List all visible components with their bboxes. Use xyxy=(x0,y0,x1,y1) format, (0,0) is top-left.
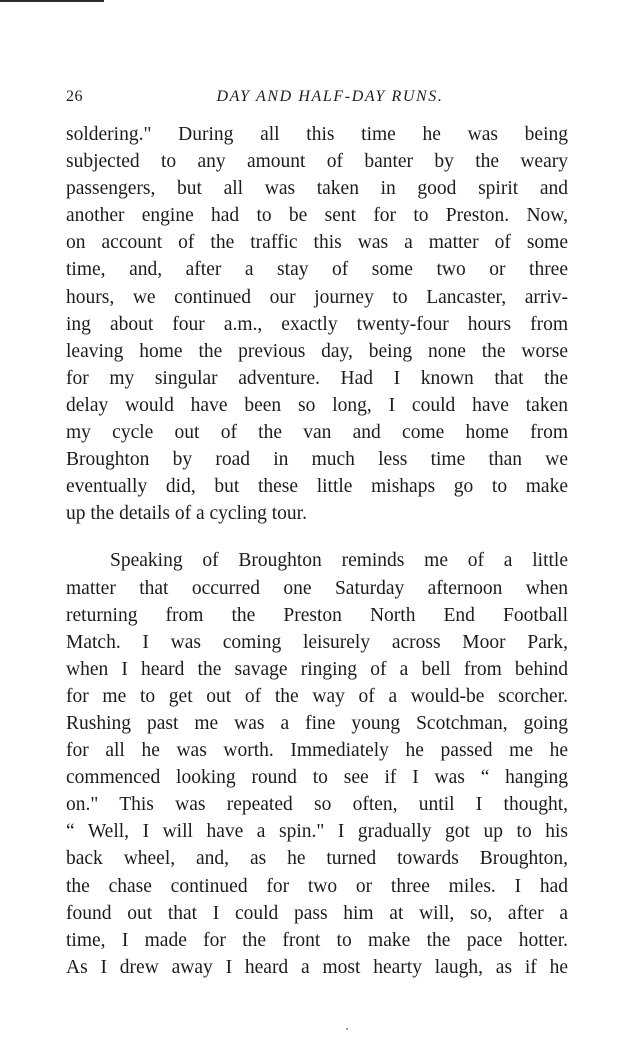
paragraph xyxy=(66,121,568,527)
text-line: another engine had to be sent for to Preston. Now, xyxy=(66,205,568,227)
paragraph xyxy=(66,547,568,981)
text-line: my cycle out of the van and come home from xyxy=(66,422,568,444)
text-line: the chase continued for two or three miles. I had xyxy=(66,875,568,897)
text-line: returning from the Preston North End Football xyxy=(66,604,568,626)
text-line: on account of the traffic this was a matter of some xyxy=(66,232,568,254)
text-line: delay would have been so long, I could have taken xyxy=(66,394,568,416)
text-line: Match. I was coming leisurely across Moor Park, xyxy=(66,631,568,653)
text-line: Broughton by road in much less time than we xyxy=(66,449,568,471)
text-line: hours, we continued our journey to Lancaster, arriv- xyxy=(66,286,568,308)
running-title: DAY AND HALF-DAY RUNS. xyxy=(216,88,444,105)
text-line: for my singular adventure. Had I known that the xyxy=(66,367,568,389)
text-line: “ Well, I will have a spin." I gradually got up to his xyxy=(66,821,568,843)
text-line: matter that occurred one Saturday afternoon when xyxy=(66,577,568,599)
text-line: time, I made for the front to make the pace hotter. xyxy=(66,929,568,951)
text-line: for me to get out of the way of a would-be scorcher. xyxy=(66,685,568,707)
text-line: commenced looking round to see if I was “ hanging xyxy=(66,767,568,789)
text-line: leaving home the previous day, being none the worse xyxy=(66,340,568,362)
text-line: on." This was repeated so often, until I thought, xyxy=(66,794,568,816)
text-line: subjected to any amount of banter by the weary xyxy=(66,151,568,173)
paragraph-gap xyxy=(66,527,568,547)
text-line: ing about four a.m., exactly twenty-four hours from xyxy=(66,313,568,335)
text-line: passengers, but all was taken in good spirit and xyxy=(66,178,568,200)
body-text xyxy=(66,121,568,981)
text-line: time, and, after a stay of some two or three xyxy=(66,259,568,281)
text-line: for all he was worth. Immediately he passed me he xyxy=(66,740,568,762)
text-line: eventually did, but these little mishaps go to make xyxy=(66,476,568,498)
corner-rule xyxy=(0,0,104,2)
text-line: back wheel, and, as he turned towards Broughton, xyxy=(66,848,568,870)
page-header xyxy=(66,88,570,114)
text-line: soldering." During all this time he was being xyxy=(66,124,568,145)
page-number: 26 xyxy=(66,88,83,105)
text-line: up the details of a cycling tour. xyxy=(66,503,307,525)
text-line: Rushing past me was a fine young Scotchman, going xyxy=(66,712,568,734)
text-line: found out that I could pass him at will, so, after a xyxy=(66,902,568,924)
text-line: As I drew away I heard a most hearty laugh, as if he xyxy=(66,956,568,978)
text-line: when I heard the savage ringing of a bell from behind xyxy=(66,658,568,680)
text-line: Speaking of Broughton reminds me of a little xyxy=(110,550,568,572)
print-speck xyxy=(346,1028,348,1030)
